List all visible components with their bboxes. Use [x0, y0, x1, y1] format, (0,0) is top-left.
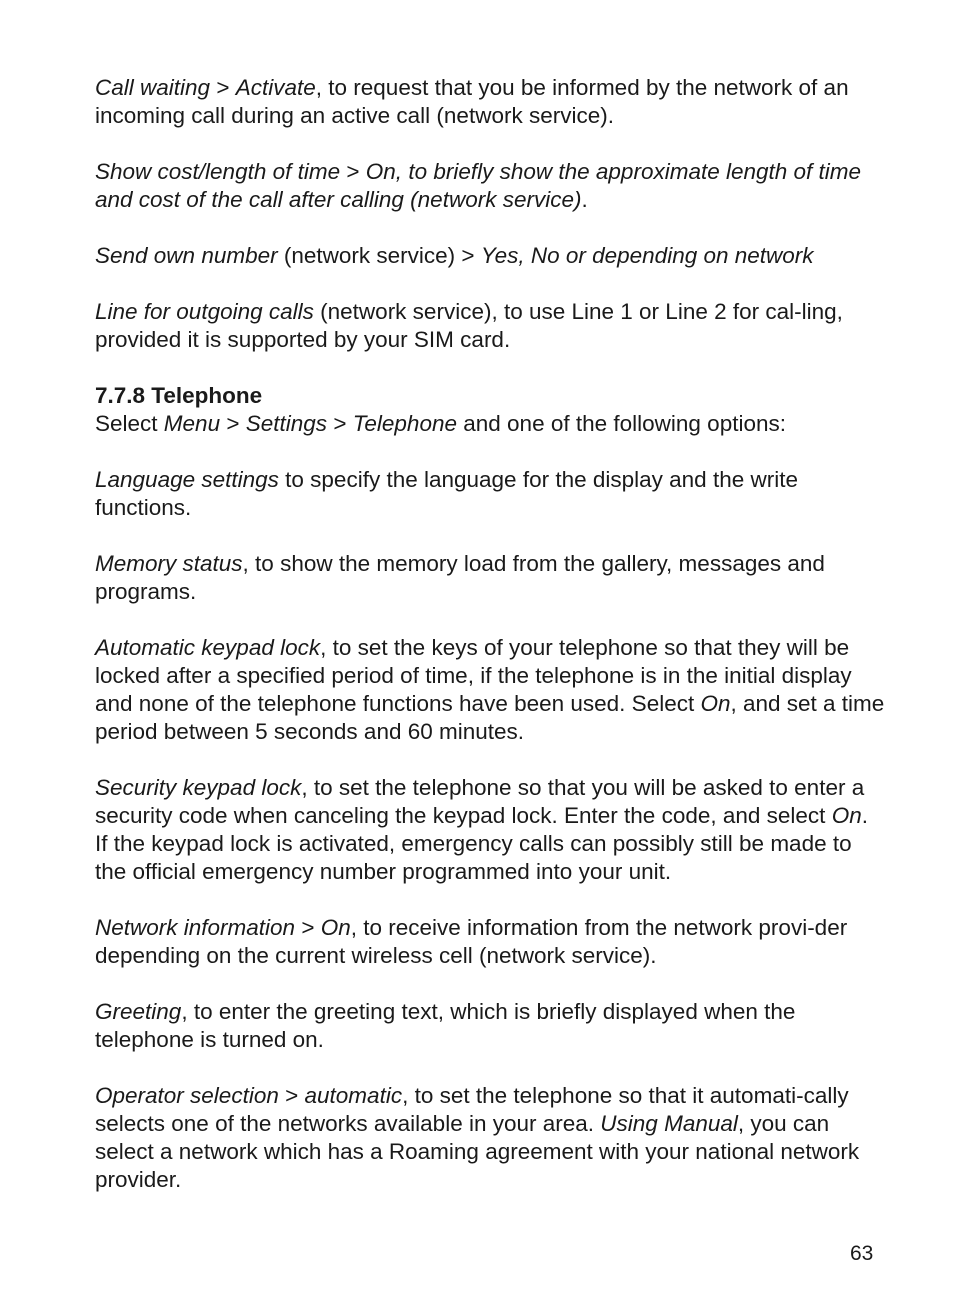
text-run: and one of the following options:	[457, 411, 786, 436]
text-run: , to set the keys of your telephone so that they will be locked after a specified period of time, if the telephone is in the initial display and none of the telephone functions have been used. Select	[95, 635, 852, 716]
text-run: >	[327, 411, 353, 436]
italic-term: On	[831, 803, 862, 828]
option-paragraph	[95, 466, 885, 522]
italic-term: Greeting	[95, 999, 182, 1024]
italic-term: Line for outgoing calls	[95, 299, 314, 324]
text-run: (network service), to use Line 1 or Line 2 for cal-ling, provided it is supported by your SIM card.	[95, 299, 843, 352]
option-paragraph	[95, 634, 885, 746]
section-intro	[95, 410, 885, 438]
italic-term: Activate	[235, 75, 316, 100]
document-body	[95, 74, 885, 1222]
italic-term: Network information	[95, 915, 296, 940]
option-paragraph	[95, 1082, 885, 1194]
text-run: , you can select a network which has a Roaming agreement with your national network provider.	[95, 1111, 860, 1192]
italic-term: On	[700, 691, 731, 716]
italic-term: Operator selection	[95, 1083, 279, 1108]
italic-term: Show cost/length of time	[95, 159, 341, 184]
italic-term: Menu	[163, 411, 221, 436]
text-run: .	[581, 187, 588, 212]
italic-term: Send own number	[95, 243, 278, 268]
text-run: >	[210, 75, 236, 100]
text-run: (network service) >	[277, 243, 481, 268]
text-run: , to receive information from the network provi-der depending on the current wireless cell (network service).	[95, 915, 848, 968]
text-run: >	[340, 159, 366, 184]
paragraph-list	[95, 74, 885, 354]
option-paragraph	[95, 914, 885, 970]
option-paragraph	[95, 774, 885, 886]
italic-term: Security keypad lock	[95, 775, 302, 800]
option-list	[95, 466, 885, 1194]
italic-term: On	[320, 915, 351, 940]
option-paragraph	[95, 550, 885, 606]
option-paragraph	[95, 998, 885, 1054]
text-run: , and set a time period between 5 seconds and 60 minutes.	[95, 691, 885, 744]
italic-term: Yes, No or depending on network	[480, 243, 814, 268]
text-run: , to enter the greeting text, which is briefly displayed when the telephone is turned on.	[95, 999, 796, 1052]
text-run: , to set the telephone so that it automati-cally selects one of the networks available in your area.	[95, 1083, 849, 1136]
italic-term: Automatic keypad lock	[95, 635, 321, 660]
paragraph	[95, 298, 885, 354]
paragraph	[95, 74, 885, 130]
italic-term: Language settings	[95, 467, 279, 492]
text-run: Select	[95, 411, 164, 436]
paragraph	[95, 242, 885, 270]
italic-term: Call waiting	[95, 75, 211, 100]
italic-term: Telephone	[352, 411, 457, 436]
italic-term: automatic	[304, 1083, 403, 1108]
text-run: to specify the language for the display and the write functions.	[95, 467, 798, 520]
paragraph	[95, 158, 885, 214]
text-run: >	[295, 915, 321, 940]
italic-term: Memory status	[95, 551, 243, 576]
italic-term: Using Manual	[600, 1111, 738, 1136]
text-run: , to show the memory load from the gallery, messages and programs.	[95, 551, 825, 604]
italic-term: Settings	[245, 411, 328, 436]
text-run: >	[220, 411, 246, 436]
page-number: 63	[850, 1242, 874, 1265]
section-heading: 7.7.8 Telephone	[95, 383, 263, 408]
text-run: , to request that you be informed by the network of an incoming call during an active call (network service).	[95, 75, 849, 128]
italic-term: On, to briefly show the approximate length of time and cost of the call after calling (network service)	[95, 159, 862, 212]
text-run: , to set the telephone so that you will be asked to enter a security code when canceling the keypad lock. Enter the code, and select	[95, 775, 865, 828]
text-run: >	[278, 1083, 305, 1108]
text-run: . If the keypad lock is activated, emergency calls can possibly still be made to the official emergency number programmed into your unit.	[95, 803, 868, 884]
